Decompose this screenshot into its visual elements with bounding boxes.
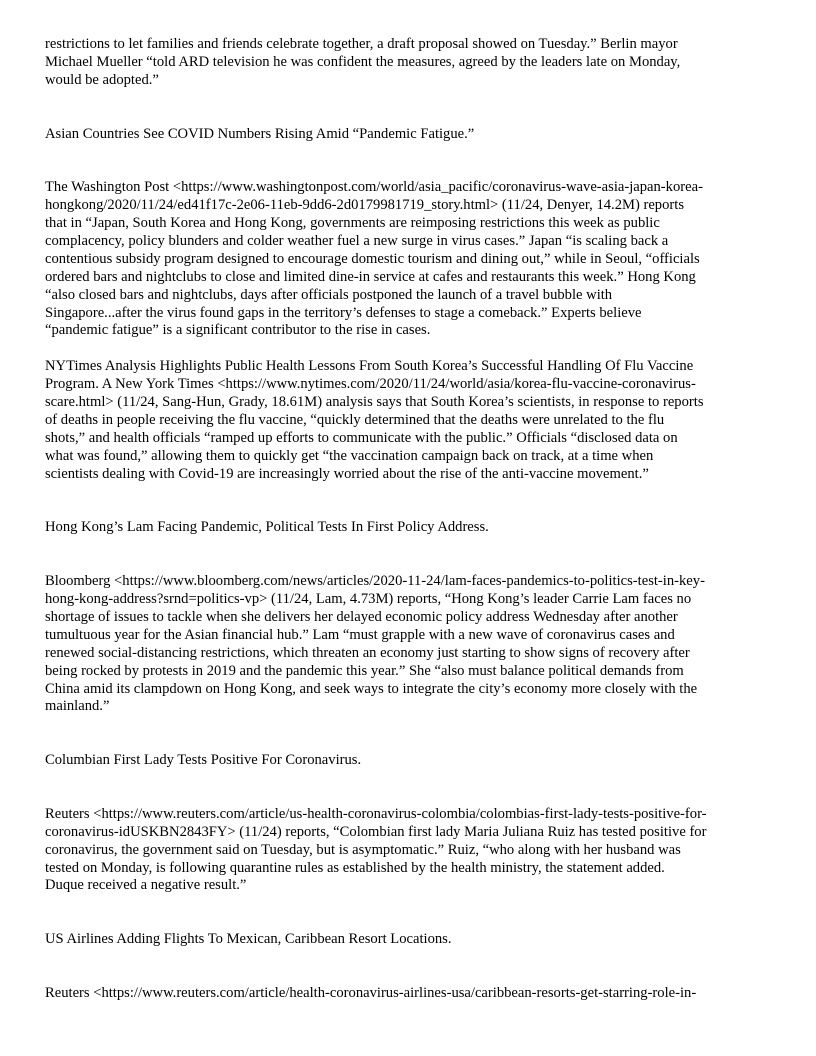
article-headline: US Airlines Adding Flights To Mexican, Caribbean Resort Locations. xyxy=(45,931,452,948)
article-paragraph: Bloomberg <https://www.bloomberg.com/news/articles/2020-11-24/lam-faces-pandemics-to-politics-test-in-key- hong-kong-address?srnd=politics-vp> (11/24, Lam, 4.73M) reports, “Hong Kong’s leader Carrie Lam faces no shortage of issues to tackle when she delivers her delayed economic policy address Wednesday after another tumultuous year for the Asian financial hub.” Lam “must grapple with a new wave of coronavirus cases and renewed social-distancing restrictions, which threaten an economy just starting to show signs of recovery after being rocked by protests in 2019 and the pandemic this year.” She “also must balance political demands from China amid its clampdown on Hong Kong, and seek ways to integrate the city’s economy more closely with the mainland.” xyxy=(45,573,705,715)
document-page xyxy=(45,36,773,1003)
spacer xyxy=(45,949,773,985)
spacer xyxy=(45,770,773,806)
article-headline: Columbian First Lady Tests Positive For Coronavirus. xyxy=(45,752,362,769)
article-paragraph: NYTimes Analysis Highlights Public Health Lessons From South Korea’s Successful Handling Of Flu Vaccine Program. A New York Times <https://www.nytimes.com/2020/11/24/world/asia/korea-flu-vaccine-coronavirus- scare.html> (11/24, Sang-Hun, Grady, 18.61M) analysis says that South Korea’s scientists, in response to reports of deaths in people receiving the flu vaccine, “quickly determined that the deaths were unrelated to the flu shots,” and health officials “ramped up efforts to communicate with the public.” Officials “disclosed data on what was found,” allowing them to quickly get “the vaccination campaign back on track, at a time when scientists dealing with Covid-19 are increasingly worried about the rise of the anti-vaccine movement.” xyxy=(45,358,704,482)
article-paragraph: restrictions to let families and friends celebrate together, a draft proposal showed on Tuesday.” Berlin mayor Michael Mueller “told ARD television he was confident the measures, agreed by the leaders late on Monday, would be adopted.” xyxy=(45,36,681,88)
spacer xyxy=(45,537,773,573)
article-paragraph: Reuters <https://www.reuters.com/article/health-coronavirus-airlines-usa/caribbean-resorts-get-starring-role-in- xyxy=(45,984,697,1001)
spacer xyxy=(45,340,773,358)
article-paragraph: The Washington Post <https://www.washingtonpost.com/world/asia_pacific/coronavirus-wave-asia-japan-korea- hongkong/2020/11/24/ed41f17c-2e06-11eb-9dd6-2d0179981719_story.html> (11/24, Denyer, 14.2M) reports that in “Japan, South Korea and Hong Kong, governments are reimposing restrictions this week as public complacency, policy blunders and colder weather fuel a new surge in virus cases.” Japan “is scaling back a contentious subsidy program designed to encourage domestic tourism and dining out,” while in Seoul, “officials ordered bars and nightclubs to close and limited dine-in service at cafes and restaurants this week.” Hong Kong “also closed bars and nightclubs, days after officials postponed the launch of a travel bubble with Singapore...after the virus found gaps in the territory’s defenses to stage a comeback.” Experts believe “pandemic fatigue” is a significant contributor to the rise in cases. xyxy=(45,179,703,339)
article-paragraph: Reuters <https://www.reuters.com/article/us-health-coronavirus-colombia/colombias-first-lady-tests-positive-for- coronavirus-idUSKBN2843FY> (11/24) reports, “Colombian first lady Maria Juliana Ruiz has tested positive for coronavirus, the government said on Tuesday, but is asymptomatic.” Ruiz, “who along with her husband was tested on Monday, is following quarantine rules as established by the health ministry, the statement added. Duque received a negative result.” xyxy=(45,805,707,894)
spacer xyxy=(45,895,773,931)
spacer xyxy=(45,90,773,126)
article-headline: Asian Countries See COVID Numbers Rising Amid “Pandemic Fatigue.” xyxy=(45,125,475,142)
spacer xyxy=(45,143,773,179)
spacer xyxy=(45,716,773,752)
spacer xyxy=(45,484,773,520)
article-headline: Hong Kong’s Lam Facing Pandemic, Political Tests In First Policy Address. xyxy=(45,519,489,536)
